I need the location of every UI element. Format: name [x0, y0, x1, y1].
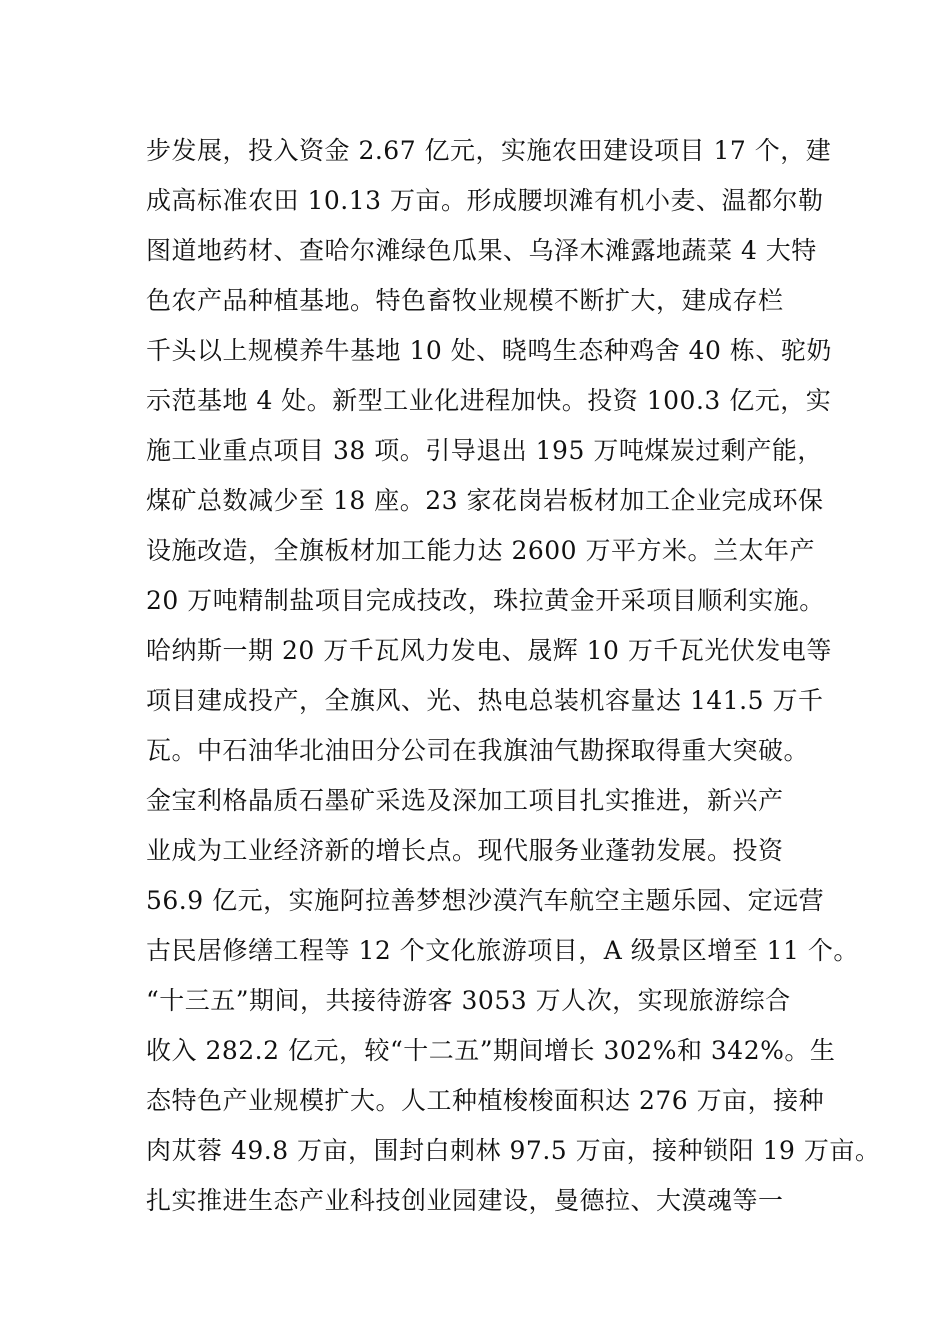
text-line: 瓦。中石油华北油田分公司在我旗油气勘探取得重大突破。: [146, 736, 810, 765]
text-line: 示范基地 4 处。新型工业化进程加快。投资 100.3 亿元，实: [146, 386, 832, 415]
text-line: 哈纳斯一期 20 万千瓦风力发电、晟辉 10 万千瓦光伏发电等: [146, 636, 832, 665]
text-line: 扎实推进生态产业科技创业园建设，曼德拉、大漠魂等一: [146, 1186, 784, 1215]
text-line: 设施改造，全旗板材加工能力达 2600 万平方米。兰太年产: [146, 536, 816, 565]
text-line: 成高标准农田 10.13 万亩。形成腰坝滩有机小麦、温都尔勒: [146, 186, 824, 215]
text-line: 业成为工业经济新的增长点。现代服务业蓬勃发展。投资: [146, 836, 784, 865]
text-line: 收入 282.2 亿元，较“十二五”期间增长 302%和 342%。生: [146, 1036, 836, 1065]
body-paragraph: [146, 126, 881, 1226]
text-line: 肉苁蓉 49.8 万亩，围封白刺林 97.5 万亩，接种锁阳 19 万亩。: [146, 1136, 881, 1165]
text-line: 20 万吨精制盐项目完成技改，珠拉黄金开采项目顺利实施。: [146, 586, 825, 615]
text-line: 态特色产业规模扩大。人工种植梭梭面积达 276 万亩，接种: [146, 1086, 825, 1115]
text-line: “十三五”期间，共接待游客 3053 万人次，实现旅游综合: [146, 986, 791, 1015]
text-line: 千头以上规模养牛基地 10 处、晓鸣生态种鸡舍 40 栋、驼奶: [146, 336, 832, 365]
text-line: 色农产品种植基地。特色畜牧业规模不断扩大，建成存栏: [146, 286, 784, 315]
text-line: 项目建成投产，全旗风、光、热电总装机容量达 141.5 万千: [146, 686, 824, 715]
text-line: 图道地药材、查哈尔滩绿色瓜果、乌泽木滩露地蔬菜 4 大特: [146, 236, 817, 265]
text-line: 56.9 亿元，实施阿拉善梦想沙漠汽车航空主题乐园、定远营: [146, 886, 825, 915]
text-line: 古民居修缮工程等 12 个文化旅游项目，A 级景区增至 11 个。: [146, 936, 859, 965]
text-line: 步发展，投入资金 2.67 亿元，实施农田建设项目 17 个，建: [146, 136, 832, 165]
text-line: 金宝利格晶质石墨矿采选及深加工项目扎实推进，新兴产: [146, 786, 784, 815]
text-line: 煤矿总数减少至 18 座。23 家花岗岩板材加工企业完成环保: [146, 486, 824, 515]
text-line: 施工业重点项目 38 项。引导退出 195 万吨煤炭过剩产能，: [146, 436, 823, 465]
